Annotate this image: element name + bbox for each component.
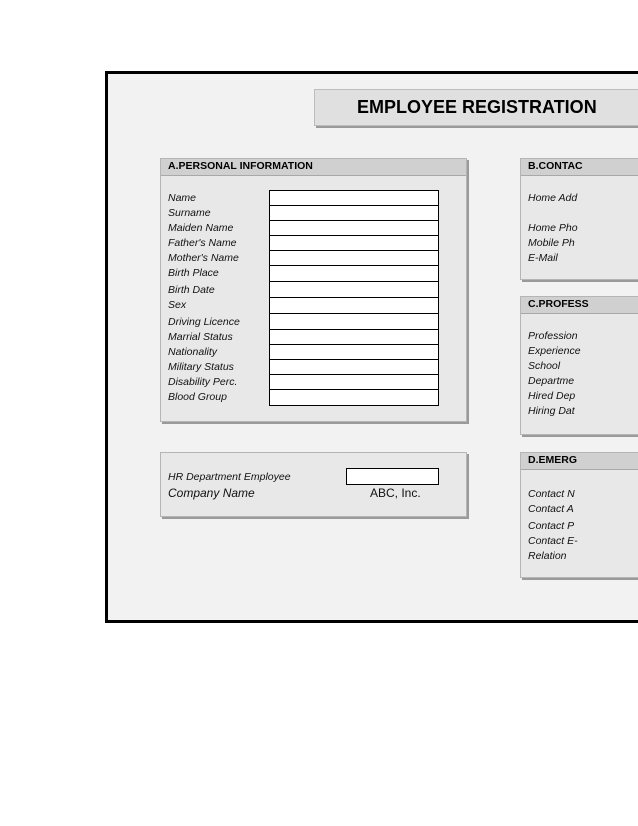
military-status-label: Military Status (168, 361, 234, 373)
school-label: School (528, 360, 561, 372)
professional-title: C.PROFESS (528, 298, 589, 310)
home-address-label: Home Add (528, 192, 578, 204)
sex-field[interactable] (269, 297, 439, 314)
name-label: Name (168, 192, 197, 204)
personal-info-title: A.PERSONAL INFORMATION (168, 160, 313, 172)
disability-perc-label: Disability Perc. (168, 376, 238, 388)
relation-label: Relation (528, 550, 567, 562)
personal-info-header (161, 159, 466, 176)
disability-perc-field[interactable] (269, 374, 439, 390)
birth-date-label: Birth Date (168, 284, 215, 296)
birth-place-field[interactable] (269, 265, 439, 282)
hr-employee-field[interactable] (346, 468, 439, 485)
mothers-name-label: Mother's Name (168, 252, 239, 264)
hired-department-label: Hired Dep (528, 390, 576, 402)
company-name-label: Company Name (168, 486, 255, 500)
birth-place-label: Birth Place (168, 267, 219, 279)
marital-status-label: Marrial Status (168, 331, 233, 343)
maiden-name-label: Maiden Name (168, 222, 234, 234)
name-field[interactable] (269, 190, 439, 206)
birth-date-field[interactable] (269, 281, 439, 298)
contact-email-label: Contact E- (528, 535, 578, 547)
maiden-name-field[interactable] (269, 220, 439, 236)
page-title: EMPLOYEE REGISTRATION (357, 97, 597, 117)
contact-panel (520, 158, 638, 280)
emergency-title: D.EMERG (528, 454, 578, 466)
contact-phone-label: Contact P (528, 520, 575, 532)
department-label: Departme (528, 375, 575, 387)
driving-licence-field[interactable] (269, 313, 439, 330)
driving-licence-label: Driving Licence (168, 316, 240, 328)
mothers-name-field[interactable] (269, 250, 439, 266)
hiring-date-label: Hiring Dat (528, 405, 575, 417)
contact-name-label: Contact N (528, 488, 575, 500)
blood-group-field[interactable] (269, 389, 439, 406)
profession-label: Profession (528, 330, 578, 342)
professional-panel (520, 296, 638, 435)
contact-address-label: Contact A (528, 503, 574, 515)
hr-panel (160, 452, 467, 517)
form-sheet (105, 71, 638, 623)
nationality-label: Nationality (168, 346, 218, 358)
home-phone-label: Home Pho (528, 222, 578, 234)
sex-label: Sex (168, 299, 187, 311)
surname-field[interactable] (269, 205, 439, 221)
nationality-field[interactable] (269, 344, 439, 360)
surname-label: Surname (168, 207, 211, 219)
contact-title: B.CONTAC (528, 160, 583, 172)
blood-group-label: Blood Group (168, 391, 227, 403)
professional-header (521, 297, 638, 314)
hr-employee-label: HR Department Employee (168, 471, 291, 483)
experience-label: Experience (528, 345, 581, 357)
emergency-header (521, 453, 638, 470)
fathers-name-field[interactable] (269, 235, 439, 251)
company-name-value: ABC, Inc. (370, 486, 421, 500)
military-status-field[interactable] (269, 359, 439, 375)
personal-info-panel (160, 158, 467, 422)
mobile-phone-label: Mobile Ph (528, 237, 575, 249)
title-banner (314, 89, 638, 126)
email-label: E-Mail (528, 252, 558, 264)
marital-status-field[interactable] (269, 329, 439, 345)
contact-header (521, 159, 638, 176)
emergency-panel (520, 452, 638, 578)
fathers-name-label: Father's Name (168, 237, 237, 249)
